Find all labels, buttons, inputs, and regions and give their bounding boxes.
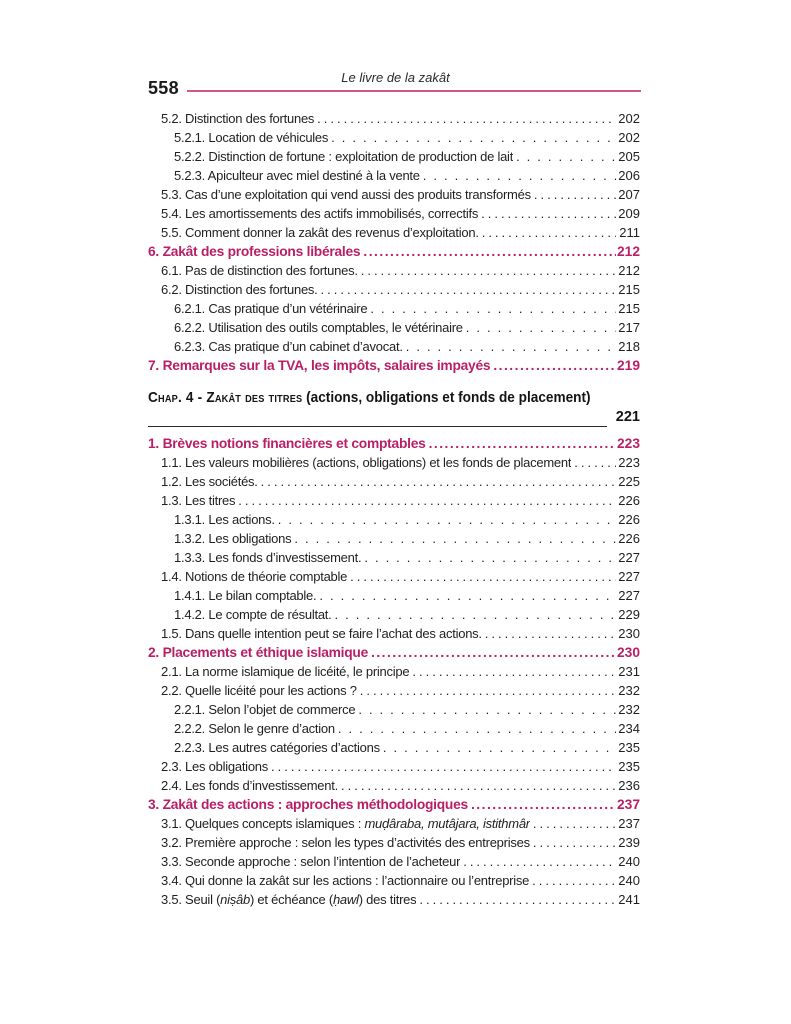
toc-leader-dots	[335, 719, 616, 738]
toc-leader-dots	[479, 223, 616, 242]
toc-row	[148, 128, 640, 147]
chapter-title-smallcaps: Chap. 4 - Zakât des titres	[148, 390, 303, 406]
toc-row	[148, 223, 640, 242]
toc-entry-label: 6.2.1. Cas pratique d’un vétérinaire	[174, 301, 368, 316]
toc-entry-label: 1. Brèves notions financières et comptables	[148, 436, 426, 451]
toc-row	[148, 757, 640, 776]
toc-row	[148, 700, 640, 719]
toc-leader-dots	[403, 337, 616, 356]
toc-row	[148, 833, 640, 852]
toc-entry-label: 2.1. La norme islamique de licéité, le principe	[161, 664, 410, 679]
toc-leader-dots	[482, 624, 616, 643]
toc-entry-label: 6. Zakât des professions libérales	[148, 244, 361, 259]
toc-entry-label: 3.4. Qui donne la zakât sur les actions : l’actionnaire ou l’entreprise	[161, 873, 530, 888]
toc-page-number: 212	[618, 263, 640, 278]
toc-page-number: 240	[618, 873, 640, 888]
toc-leader-dots	[368, 643, 616, 662]
toc-leader-dots	[314, 109, 616, 128]
toc-leader-dots	[268, 757, 616, 776]
toc-row	[148, 356, 640, 375]
toc-leader-dots	[409, 662, 616, 681]
toc-row	[148, 681, 640, 700]
toc-entry-label: 7. Remarques sur la TVA, les impôts, salaires impayés	[148, 358, 491, 373]
toc-row	[148, 204, 640, 223]
toc-row	[148, 605, 640, 624]
toc-page-number: 202	[618, 111, 640, 126]
toc-leader-dots	[361, 548, 616, 567]
toc-leader-dots	[258, 472, 616, 491]
toc-entry-label: 5.2.3. Apiculteur avec miel destiné à la vente	[174, 168, 420, 183]
toc-page-number: 230	[616, 645, 640, 660]
toc-row	[148, 890, 640, 909]
toc-page-number: 226	[618, 531, 640, 546]
toc-entry-label: 1.4.1. Le bilan comptable.	[174, 588, 317, 603]
toc-entry-label: 2.3. Les obligations	[161, 759, 269, 774]
toc-page-number: 223	[618, 455, 640, 470]
toc-entry-label: 3.1. Quelques concepts islamiques : muḍâraba, mutâjara, istithmâr	[161, 816, 530, 831]
toc-page-number: 206	[618, 168, 640, 183]
toc-entry-label: 2. Placements et éthique islamique	[148, 645, 368, 660]
chapter-title	[148, 387, 591, 409]
toc-entry-label: 1.3.3. Les fonds d’investissement.	[174, 550, 362, 565]
toc-row	[148, 548, 640, 567]
toc-page-number: 227	[618, 588, 640, 603]
toc-row	[148, 776, 640, 795]
toc-row	[148, 795, 640, 814]
toc-entry-label: 3.3. Seconde approche : selon l’intention de l’acheteur	[161, 854, 461, 869]
toc-row	[148, 280, 640, 299]
toc-page-number: 226	[618, 493, 640, 508]
page-number: 558	[148, 78, 179, 98]
toc-leader-dots	[460, 852, 616, 871]
toc-row	[148, 586, 640, 605]
toc-entry-label: 1.3. Les titres	[161, 493, 236, 508]
toc-entry-label: 5.2.2. Distinction de fortune : exploitation de production de lait	[174, 149, 514, 164]
toc-page-number: 230	[618, 626, 640, 641]
toc-entry-label: 1.3.1. Les actions.	[174, 512, 275, 527]
chapter-title-rest: (actions, obligations et fonds de placement)	[302, 390, 591, 406]
toc-leader-dots	[316, 586, 616, 605]
toc-leader-dots	[275, 510, 616, 529]
toc-page-number: 229	[618, 607, 640, 622]
toc-page-number: 239	[618, 835, 640, 850]
toc-leader-dots	[529, 871, 616, 890]
toc-entry-label: 1.3.2. Les obligations	[174, 531, 292, 546]
toc-entry-label: 1.2. Les sociétés.	[161, 474, 258, 489]
toc-entry-label: 1.5. Dans quelle intention peut se faire l’achat des actions.	[161, 626, 482, 641]
toc-leader-dots	[513, 147, 616, 166]
toc-row	[148, 318, 640, 337]
toc-entry-label: 2.2.1. Selon l’objet de commerce	[174, 702, 356, 717]
toc-entry-label: 3.5. Seuil (niṣâb) et échéance (ḥawl) des titres	[161, 892, 417, 907]
toc-row	[148, 852, 640, 871]
toc-row	[148, 871, 640, 890]
toc-entry-label: 3.2. Première approche : selon les types d’activités des entreprises	[161, 835, 530, 850]
toc-row	[148, 261, 640, 280]
toc-leader-dots	[530, 814, 616, 833]
toc-row	[148, 299, 640, 318]
toc-entry-label: 5.4. Les amortissements des actifs immobilisés, correctifs	[161, 206, 479, 221]
toc-entry-label: 2.2. Quelle licéité pour les actions ?	[161, 683, 357, 698]
toc-leader-dots	[332, 605, 616, 624]
toc-leader-dots	[530, 833, 616, 852]
toc-page-number: 202	[618, 130, 640, 145]
toc-entry-label: 5.2.1. Location de véhicules	[174, 130, 329, 145]
chapter-rule	[148, 426, 607, 427]
toc-row	[148, 147, 640, 166]
toc-leader-dots	[490, 356, 616, 375]
toc-row	[148, 109, 640, 128]
toc-page-number: 232	[618, 683, 640, 698]
toc-row	[148, 738, 640, 757]
chapter-heading-line2	[148, 409, 640, 431]
toc-row	[148, 434, 640, 453]
toc-page-number: 215	[618, 301, 640, 316]
toc-page-number: 219	[616, 358, 640, 373]
toc-page-number: 227	[618, 569, 640, 584]
toc-row	[148, 643, 640, 662]
toc-page-number: 236	[618, 778, 640, 793]
toc-page-number: 215	[618, 282, 640, 297]
toc-page-number: 234	[618, 721, 640, 736]
toc-leader-dots	[338, 776, 616, 795]
toc-leader-dots	[531, 185, 616, 204]
toc-leader-dots	[318, 280, 616, 299]
toc-leader-dots	[358, 261, 616, 280]
toc-entry-label: 2.4. Les fonds d’investissement.	[161, 778, 338, 793]
toc-page-number: 205	[618, 149, 640, 164]
toc-entry-label: 5.2. Distinction des fortunes	[161, 111, 315, 126]
toc-leader-dots	[420, 166, 616, 185]
toc-entry-label: 5.5. Comment donner la zakât des revenus d’exploitation.	[161, 225, 479, 240]
toc-row	[148, 510, 640, 529]
toc-page-number: 227	[618, 550, 640, 565]
toc-page-number: 240	[618, 854, 640, 869]
toc-page-number: 237	[618, 816, 640, 831]
toc-row	[148, 567, 640, 586]
toc-page-number: 223	[616, 436, 640, 451]
toc-entry-label: 1.4.2. Le compte de résultat.	[174, 607, 332, 622]
toc-entry-label: 5.3. Cas d’une exploitation qui vend aussi des produits transformés	[161, 187, 531, 202]
toc-row	[148, 719, 640, 738]
toc-page-number: 237	[616, 797, 640, 812]
toc-page-number: 231	[618, 664, 640, 679]
toc-page-number: 235	[618, 759, 640, 774]
toc-page-number: 217	[618, 320, 640, 335]
toc-entry-label: 1.4. Notions de théorie comptable	[161, 569, 348, 584]
toc-page-number: 241	[618, 892, 640, 907]
toc-entry-label: 6.1. Pas de distinction des fortunes.	[161, 263, 358, 278]
toc-page-number: 212	[616, 244, 640, 259]
toc-leader-dots	[367, 299, 616, 318]
toc-leader-dots	[380, 738, 616, 757]
toc-leader-dots	[291, 529, 616, 548]
toc-row	[148, 662, 640, 681]
toc-page-number: 218	[618, 339, 640, 354]
toc-row	[148, 242, 640, 261]
header-rule	[187, 90, 641, 92]
toc-leader-dots	[360, 242, 616, 261]
toc-entry-label: 2.2.3. Les autres catégories d’actions	[174, 740, 380, 755]
toc-leader-dots	[416, 890, 616, 909]
toc-row	[148, 337, 640, 356]
toc-leader-dots	[426, 434, 616, 453]
toc-page-number: 226	[618, 512, 640, 527]
toc-page-number: 207	[618, 187, 640, 202]
toc-row	[148, 453, 640, 472]
toc-row	[148, 529, 640, 548]
toc-leader-dots	[355, 700, 616, 719]
toc-page-number: 225	[618, 474, 640, 489]
toc-leader-dots	[478, 204, 616, 223]
toc-leader-dots	[235, 491, 616, 510]
toc-row	[148, 185, 640, 204]
toc-entry-label: 3. Zakât des actions : approches méthodologiques	[148, 797, 468, 812]
toc-leader-dots	[347, 567, 616, 586]
toc-leader-dots	[571, 453, 616, 472]
toc-leader-dots	[468, 795, 616, 814]
toc-row	[148, 624, 640, 643]
toc-row	[148, 166, 640, 185]
toc-page-number: 232	[618, 702, 640, 717]
toc-row	[148, 491, 640, 510]
toc-entry-label: 2.2.2. Selon le genre d’action	[174, 721, 335, 736]
toc-entry-label: 6.2.2. Utilisation des outils comptables, le vétérinaire	[174, 320, 463, 335]
running-title: Le livre de la zakât	[341, 70, 450, 85]
toc-leader-dots	[357, 681, 616, 700]
toc-leader-dots	[463, 318, 616, 337]
toc-entry-label: 6.2.3. Cas pratique d’un cabinet d’avocat.	[174, 339, 403, 354]
toc-entry-label: 6.2. Distinction des fortunes.	[161, 282, 318, 297]
toc-page-number: 235	[618, 740, 640, 755]
chapter-page-number: 221	[615, 409, 640, 425]
toc-row	[148, 472, 640, 491]
toc-entry-label: 1.1. Les valeurs mobilières (actions, obligations) et les fonds de placement	[161, 455, 572, 470]
toc-row	[148, 814, 640, 833]
toc-leader-dots	[328, 128, 616, 147]
toc-page-number: 211	[619, 225, 640, 240]
toc-page-number: 209	[618, 206, 640, 221]
toc	[148, 109, 640, 909]
chapter-heading	[148, 387, 640, 431]
